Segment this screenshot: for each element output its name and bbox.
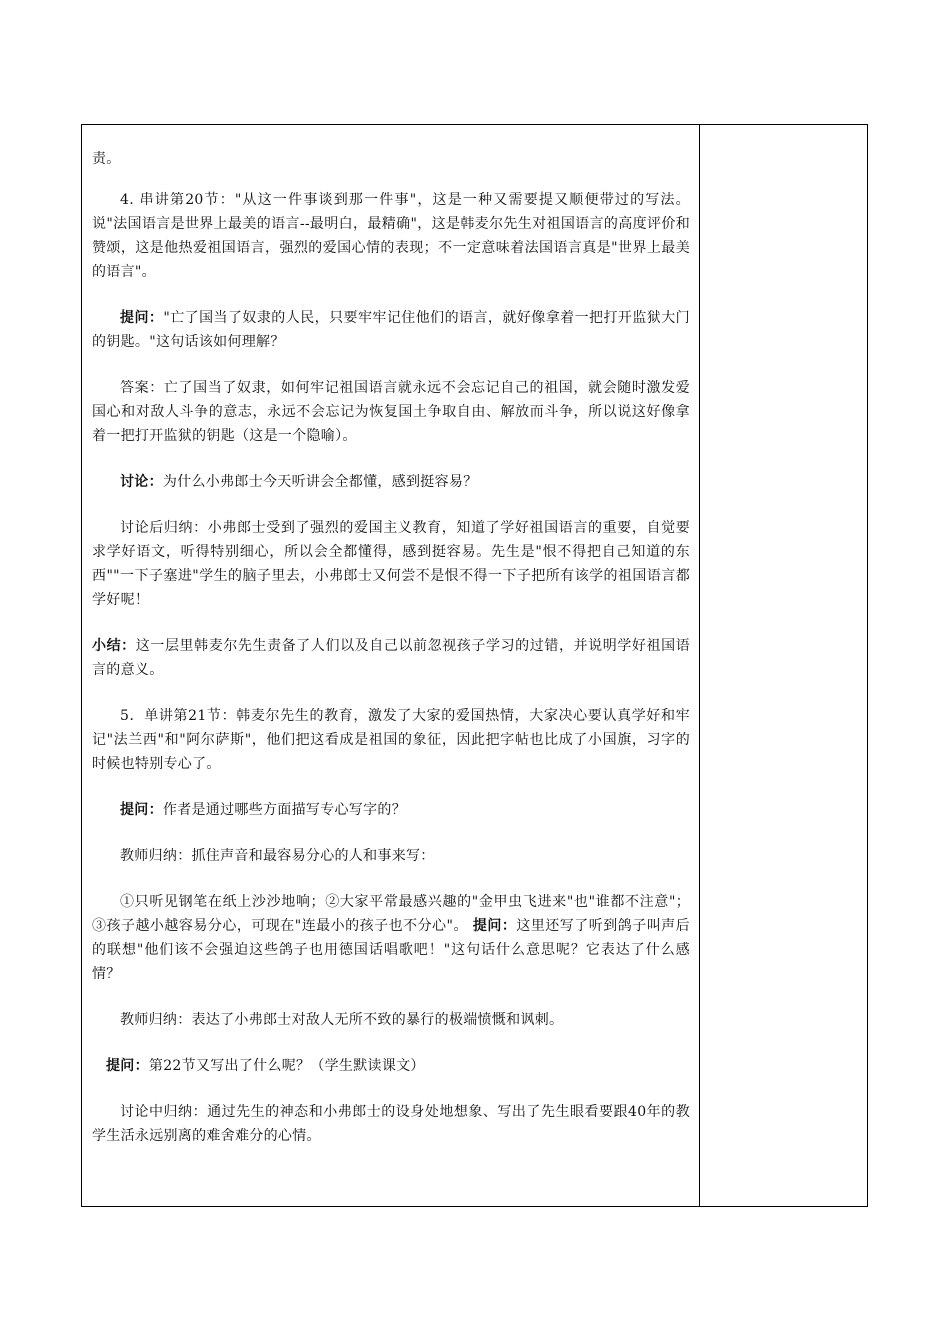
points-paragraph: ①只听见钢笔在纸上沙沙地响；②大家平常最感兴趣的"金甲虫飞进来"也"谁都不注意"；③孩子越小越容易分心，可现在"连最小的孩子也不分心"。 提问：这里还写了听到鸽子叫声后的联想"他们该不会强迫这些鸽子也用德国话唱歌吧！"这句话什么意思呢？它表达了什么感情？ bbox=[92, 894, 690, 982]
question-paragraph: 提问：第22节又写出了什么呢？（学生默读课文） bbox=[106, 1058, 425, 1074]
teacher-summary-paragraph: 教师归纳：抓住声音和最容易分心的人和事来写： bbox=[120, 848, 435, 864]
discussion-summary-paragraph: 讨论后归纳：小弗郎士受到了强烈的爱国主义教育，知道了学好祖国语言的重要，自觉要求学好语文，听得特别细心，所以会全都懂得，感到挺容易。先生是"恨不得把自己知道的东西""一下子塞进"学生的脑子里去，小弗郎士又何尝不是恨不得一下子把所有该学的祖国语言都学好呢！ bbox=[92, 520, 690, 608]
discussion-conclusion-paragraph: 讨论中归纳：通过先生的神态和小弗郎士的设身处地想象、写出了先生眼看要跟40年的教学生活永远别离的难舍难分的心情。 bbox=[92, 1104, 690, 1144]
paragraph-section-21: 5．单讲第21节：韩麦尔先生的教育，激发了大家的爱国热情，大家决心要认真学好和牢记"法兰西"和"阿尔萨斯"，他们把这看成是祖国的象征，因此把字帖也比成了小国旗，习字的时候也特别专心了。 bbox=[92, 708, 690, 772]
discussion-label: 讨论： bbox=[120, 474, 163, 490]
lesson-table bbox=[81, 124, 868, 1207]
answer-paragraph: 答案：亡了国当了奴隶，如何牢记祖国语言就永远不会忘记自己的祖国，就会随时激发爱国心和对敌人斗争的意志，永远不会忘记为恢复国土争取自由、解放而斗争，所以说这好像拿着一把打开监狱的钥匙（这是一个隐喻）。 bbox=[92, 380, 690, 444]
lesson-content-cell bbox=[92, 147, 690, 1170]
discussion-paragraph: 讨论：为什么小弗郎士今天听讲会全都懂，感到挺容易？ bbox=[120, 474, 478, 490]
question-paragraph: 提问：作者是通过哪些方面描写专心写字的？ bbox=[120, 802, 407, 818]
notes-cell bbox=[700, 125, 867, 1206]
paragraph-continuation: 责。 bbox=[92, 151, 121, 167]
question-label: 提问： bbox=[120, 310, 164, 326]
question-label: 提问： bbox=[106, 1058, 149, 1074]
question-label: 提问： bbox=[472, 918, 517, 934]
summary-label: 小结： bbox=[92, 638, 136, 654]
paragraph-section-20: 4. 串讲第20节："从这一件事谈到那一件事"，这是一种又需要提又顺便带过的写法。说"法国语言是世界上最美的语言--最明白，最精确"，这是韩麦尔先生对祖国语言的高度评价和赞颂，这是他热爱祖国语言，强烈的爱国心情的表现；不一定意味着法国语言真是"世界上最美的语言"。 bbox=[92, 192, 690, 280]
question-label: 提问： bbox=[120, 802, 163, 818]
question-paragraph: 提问："亡了国当了奴隶的人民，只要牢牢记住他们的语言，就好像拿着一把打开监狱大门的钥匙。"这句话该如何理解？ bbox=[92, 310, 690, 350]
summary-paragraph: 小结：这一层里韩麦尔先生责备了人们以及自己以前忽视孩子学习的过错，并说明学好祖国语言的意义。 bbox=[92, 638, 690, 678]
teacher-summary-paragraph: 教师归纳：表达了小弗郎士对敌人无所不致的暴行的极端愤慨和讽刺。 bbox=[120, 1012, 564, 1028]
